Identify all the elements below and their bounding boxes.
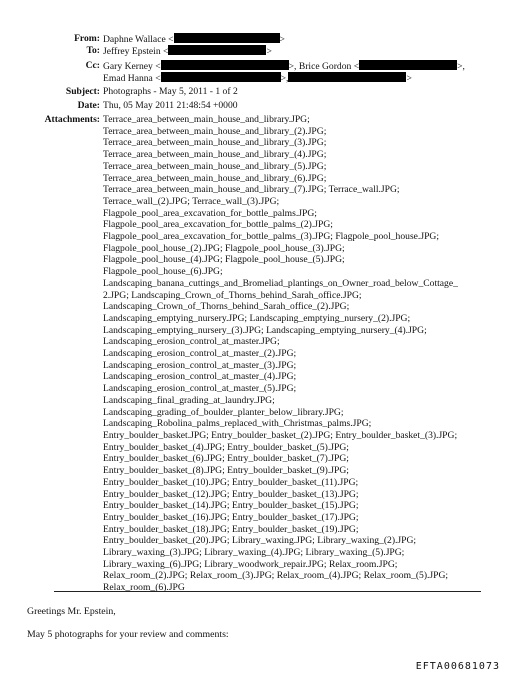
attachment-line: Landscaping_Robolina_palms_replaced_with_Christmas_palms.JPG; xyxy=(103,418,372,430)
close-bracket: > xyxy=(279,34,285,45)
redaction-box xyxy=(161,72,281,82)
redaction-box xyxy=(161,60,289,70)
cc-name-gordon: >, Brice Gordon < xyxy=(288,61,360,72)
close-bracket: >, xyxy=(457,61,465,72)
attachments-list xyxy=(103,114,508,594)
cc-field-line2 xyxy=(103,72,412,85)
attachment-line: Entry_boulder_basket_(16).JPG; Entry_boulder_basket_(17).JPG; xyxy=(103,511,359,523)
attachment-line: Entry_boulder_basket_(20).JPG; Library_waxing.JPG; Library_waxing_(2).JPG; xyxy=(103,535,417,547)
attachment-line: Landscaping_erosion_control_at_master_(5).JPG; xyxy=(103,383,297,395)
attachment-line: Terrace_area_between_main_house_and_library_(4).JPG; xyxy=(103,149,327,161)
attachment-line: Entry_boulder_basket.JPG; Entry_boulder_basket_(2).JPG; Entry_boulder_basket_(3).JPG; xyxy=(103,429,458,441)
close-bracket: > xyxy=(406,73,412,84)
cc-separator: >, xyxy=(280,73,289,84)
attachment-line: Flagpole_pool_house_(4).JPG; Flagpole_pool_house_(5).JPG; xyxy=(103,254,345,266)
attachment-line: Entry_boulder_basket_(6).JPG; Entry_boulder_basket_(7).JPG; xyxy=(103,453,349,465)
attachments-label: Attachments: xyxy=(44,114,100,125)
redaction-box xyxy=(168,45,266,55)
date-label: Date: xyxy=(77,100,100,111)
redaction-box xyxy=(288,72,406,82)
message-text: May 5 photographs for your review and comments: xyxy=(27,629,229,640)
attachment-line: Entry_boulder_basket_(14).JPG; Entry_boulder_basket_(15).JPG; xyxy=(103,500,359,512)
document-id: EFTA00681073 xyxy=(415,661,500,672)
attachment-line: Landscaping_erosion_control_at_master_(4).JPG; xyxy=(103,371,297,383)
attachment-line: Flagpole_pool_house_(6).JPG; xyxy=(103,266,223,278)
greeting-text: Greetings Mr. Epstein, xyxy=(27,606,116,617)
redaction-box xyxy=(174,33,280,43)
attachment-line: Entry_boulder_basket_(12).JPG; Entry_boulder_basket_(13).JPG; xyxy=(103,488,359,500)
attachment-line: Flagpole_pool_area_excavation_for_bottle_palms_(3).JPG; Flagpole_pool_house.JPG; xyxy=(103,231,439,243)
attachment-line: Entry_boulder_basket_(8).JPG; Entry_boulder_basket_(9).JPG; xyxy=(103,465,349,477)
attachment-line: Entry_boulder_basket_(4).JPG; Entry_boulder_basket_(5).JPG; xyxy=(103,441,349,453)
attachment-line: Terrace_area_between_main_house_and_library_(5).JPG; xyxy=(103,160,327,172)
attachment-line: Landscaping_grading_of_boulder_planter_below_library.JPG; xyxy=(103,406,344,418)
attachment-line: Landscaping_emptying_nursery_(3).JPG; Landscaping_emptying_nursery_(4).JPG; xyxy=(103,324,427,336)
attachment-line: Terrace_area_between_main_house_and_library_(6).JPG; xyxy=(103,172,327,184)
to-label: To: xyxy=(86,45,100,56)
attachment-line: Landscaping_Crown_of_Thorns_behind_Sarah_office_(2).JPG; xyxy=(103,301,350,313)
attachment-line: Landscaping_emptying_nursery.JPG; Landscaping_emptying_nursery_(2).JPG; xyxy=(103,312,411,324)
subject-label: Subject: xyxy=(65,86,100,97)
attachment-line: Landscaping_final_grading_at_laundry.JPG; xyxy=(103,394,275,406)
to-name: Jeffrey Epstein < xyxy=(103,46,169,57)
attachment-line: Entry_boulder_basket_(18).JPG; Entry_boulder_basket_(19).JPG; xyxy=(103,523,359,535)
attachment-line: Terrace_wall_(2).JPG; Terrace_wall_(3).JPG; xyxy=(103,195,280,207)
divider xyxy=(54,591,481,592)
attachment-line: Flagpole_pool_house_(2).JPG; Flagpole_pool_house_(3).JPG; xyxy=(103,242,345,254)
date-value: Thu, 05 May 2011 21:48:54 +0000 xyxy=(103,100,238,111)
attachment-line: Landscaping_erosion_control_at_master_(3).JPG; xyxy=(103,359,297,371)
close-bracket: > xyxy=(266,46,272,57)
attachment-line: Landscaping_banana_cuttings_and_Bromeliad_plantings_on_Owner_road_below_Cottage_ xyxy=(103,277,458,289)
attachment-line: Flagpole_pool_area_excavation_for_bottle_palms.JPG; xyxy=(103,207,317,219)
subject-value: Photographs - May 5, 2011 - 1 of 2 xyxy=(103,86,238,97)
attachment-line: Library_waxing_(3).JPG; Library_waxing_(4).JPG; Library_waxing_(5).JPG; xyxy=(103,547,405,559)
from-label: From: xyxy=(74,33,100,44)
attachment-line: Relax_room_(2).JPG; Relax_room_(3).JPG; Relax_room_(4).JPG; Relax_room_(5).JPG; xyxy=(103,570,449,582)
from-name: Daphne Wallace < xyxy=(103,34,174,45)
attachment-line: Flagpole_pool_area_excavation_for_bottle_palms_(2).JPG; xyxy=(103,219,333,231)
attachment-line: 2.JPG; Landscaping_Crown_of_Thorns_behind_Sarah_office.JPG; xyxy=(103,289,362,301)
attachment-line: Terrace_area_between_main_house_and_library_(2).JPG; xyxy=(103,125,327,137)
redaction-box xyxy=(359,60,457,70)
attachment-line: Terrace_area_between_main_house_and_library_(3).JPG; xyxy=(103,137,327,149)
attachment-line: Landscaping_erosion_control_at_master.JPG; xyxy=(103,336,280,348)
attachment-line: Terrace_area_between_main_house_and_library.JPG; xyxy=(103,114,310,125)
attachment-line: Relax_room_(6).JPG xyxy=(103,582,185,594)
attachment-line: Terrace_area_between_main_house_and_library_(7).JPG; Terrace_wall.JPG; xyxy=(103,184,400,196)
to-field xyxy=(103,45,272,58)
cc-label: Cc: xyxy=(85,60,100,71)
cc-name-hanna: Emad Hanna < xyxy=(103,73,161,84)
attachment-line: Landscaping_erosion_control_at_master_(2).JPG; xyxy=(103,348,297,360)
cc-name-kerney: Gary Kerney < xyxy=(103,61,161,72)
attachment-line: Library_waxing_(6).JPG; Library_woodwork_repair.JPG; Relax_room.JPG; xyxy=(103,558,398,570)
attachment-line: Entry_boulder_basket_(10).JPG; Entry_boulder_basket_(11).JPG; xyxy=(103,476,359,488)
